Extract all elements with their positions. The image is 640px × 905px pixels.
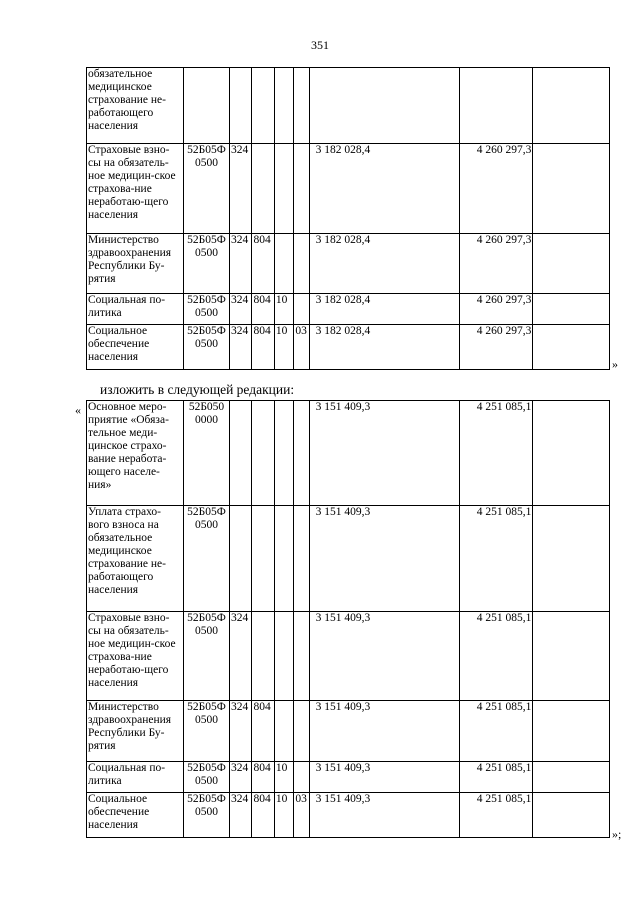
expense-type-code [294,401,309,506]
row-name: Министерство здравоохранения Республики Бу-рятия [87,234,184,294]
amount-year-3 [533,68,610,144]
amount-year-2: 4 251 085,1 [459,401,533,506]
row-name: Социальная по-литика [87,762,184,793]
ministry-code: 324 [229,325,251,370]
amount-year-2: 4 251 085,1 [459,762,533,793]
table-row [87,294,610,325]
amount-year-1: 3 151 409,3 [309,612,459,701]
table-row [87,762,610,793]
amount-year-1: 3 182 028,4 [309,144,459,234]
amount-year-3 [533,612,610,701]
row-name: обязательное медицинское страхование не-работающего населения [87,68,184,144]
target-article-code: 52Б05Ф 0500 [184,506,230,612]
section-code: 804 [252,793,274,838]
expense-type-code [294,762,309,793]
subsection-code [274,701,293,762]
table-row [87,325,610,370]
amount-year-2: 4 260 297,3 [459,325,533,370]
table-row [87,612,610,701]
subsection-code [274,144,293,234]
target-article-code: 52Б05Ф 0500 [184,612,230,701]
section-code [252,68,274,144]
expense-type-code: 03 [294,325,309,370]
amount-year-2: 4 251 085,1 [459,612,533,701]
ministry-code [229,401,251,506]
ministry-code: 324 [229,701,251,762]
subsection-code [274,612,293,701]
amount-year-3 [533,401,610,506]
amount-year-2: 4 251 085,1 [459,506,533,612]
ministry-code [229,506,251,612]
table-row [87,793,610,838]
target-article-code: 52Б05Ф 0500 [184,144,230,234]
expense-type-code [294,701,309,762]
ministry-code: 324 [229,612,251,701]
target-article-code: 52Б05Ф 0500 [184,294,230,325]
subsection-code: 10 [274,793,293,838]
row-name: Социальная по-литика [87,294,184,325]
amount-year-2: 4 260 297,3 [459,144,533,234]
table-row [87,234,610,294]
amount-year-2: 4 260 297,3 [459,234,533,294]
row-name: Министерство здравоохранения Республики Бу-рятия [87,701,184,762]
subsection-code [274,68,293,144]
section-code: 804 [252,762,274,793]
ministry-code: 324 [229,144,251,234]
amount-year-1: 3 182 028,4 [309,325,459,370]
row-name: Социальное обеспечение населения [87,325,184,370]
amount-year-3 [533,506,610,612]
subsection-code [274,401,293,506]
table-row [87,506,610,612]
amount-year-1: 3 151 409,3 [309,793,459,838]
closing-quote: » [612,357,618,371]
row-name: Страховые взно-сы на обязатель-ное медицин-ское страхова-ние неработаю-щего населения [87,612,184,701]
expense-type-code [294,612,309,701]
subsection-code: 10 [274,762,293,793]
amount-year-3 [533,325,610,370]
section-code [252,506,274,612]
amount-year-2: 4 251 085,1 [459,701,533,762]
amount-year-1: 3 182 028,4 [309,294,459,325]
amount-year-2 [459,68,533,144]
expense-type-code: 03 [294,793,309,838]
amount-year-3 [533,294,610,325]
subsection-code: 10 [274,325,293,370]
target-article-code: 52Б05Ф 0500 [184,234,230,294]
section-code: 804 [252,234,274,294]
amount-year-1: 3 151 409,3 [309,401,459,506]
target-article-code: 52Б05Ф 0500 [184,762,230,793]
opening-quote: « [75,403,81,417]
row-name: Уплата страхо-вого взноса на обязательное медицинское страхование не-работающего населения [87,506,184,612]
amount-year-3 [533,762,610,793]
section-code [252,612,274,701]
table-row [87,401,610,506]
budget-table-old [86,67,610,370]
amount-year-1: 3 182 028,4 [309,234,459,294]
expense-type-code [294,234,309,294]
row-name: Страховые взно-сы на обязатель-ное медицин-ское страхова-ние неработаю-щего населения [87,144,184,234]
target-article-code: 52Б05Ф 0500 [184,701,230,762]
amount-year-1: 3 151 409,3 [309,762,459,793]
ministry-code: 324 [229,294,251,325]
ministry-code: 324 [229,234,251,294]
amount-year-2: 4 260 297,3 [459,294,533,325]
page-number: 351 [311,38,329,52]
ministry-code: 324 [229,762,251,793]
section-code [252,401,274,506]
ministry-code: 324 [229,793,251,838]
target-article-code: 52Б050 0000 [184,401,230,506]
subsection-code [274,234,293,294]
target-article-code: 52Б05Ф 0500 [184,325,230,370]
expense-type-code [294,68,309,144]
table-row [87,68,610,144]
amount-year-2: 4 251 085,1 [459,793,533,838]
amount-year-3 [533,234,610,294]
row-name: Социальное обеспечение населения [87,793,184,838]
expense-type-code [294,294,309,325]
table-row [87,144,610,234]
expense-type-code [294,506,309,612]
target-article-code [184,68,230,144]
table-row [87,701,610,762]
section-code [252,144,274,234]
section-code: 804 [252,294,274,325]
target-article-code: 52Б05Ф 0500 [184,793,230,838]
amount-year-3 [533,793,610,838]
amount-year-1 [309,68,459,144]
row-name: Основное меро-приятие «Обяза-тельное меди-цинское страхо-вание неработа-ющего населе-ния» [87,401,184,506]
expense-type-code [294,144,309,234]
amount-year-3 [533,701,610,762]
subsection-code [274,506,293,612]
subsection-code: 10 [274,294,293,325]
amount-year-1: 3 151 409,3 [309,701,459,762]
ministry-code [229,68,251,144]
closing-quote-semicolon: »; [612,827,622,841]
budget-table-new [86,400,610,838]
amount-year-1: 3 151 409,3 [309,506,459,612]
amendment-instruction: изложить в следующей редакции: [100,382,295,397]
amount-year-3 [533,144,610,234]
section-code: 804 [252,701,274,762]
section-code: 804 [252,325,274,370]
